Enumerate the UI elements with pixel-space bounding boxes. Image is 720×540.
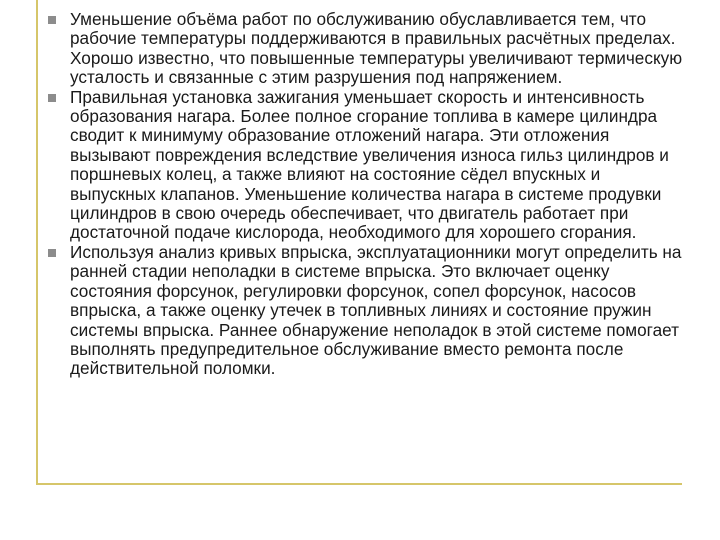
list-item	[44, 10, 684, 88]
bullet-text: Используя анализ кривых впрыска, эксплуатационники могут определить на ранней стадии неполадки в системе впрыска. Это включает оценку состояния форсунок, регулировки форсунок, сопел форсунок, насосов впрыска, а также оценку утечек в топливных линиях и состояние пружин системы впрыска. Раннее обнаружение неполадок в этой системе помогает выполнять предупредительное обслуживание вместо ремонта после действительной поломки.	[70, 241, 682, 379]
frame-left-rule	[36, 0, 38, 484]
frame-bottom-rule	[36, 483, 682, 485]
bullet-text: Уменьшение объёма работ по обслуживанию обуславливается тем, что рабочие температуры поддерживаются в правильных расчётных пределах. Хорошо известно, что повышенные температуры увеличивают термическую усталость и связанные с этим разрушения под напряжением.	[70, 9, 683, 88]
square-bullet-icon	[48, 249, 56, 257]
square-bullet-icon	[48, 16, 56, 24]
bullet-list	[44, 10, 684, 379]
bullet-text: Правильная установка зажигания уменьшает скорость и интенсивность образования нагара. Более полное сгорание топлива в камере цилиндра сводит к минимуму образование отложений нагара. Эти отложения вызывают повреждения вследствие увеличения износа гильз цилиндров и поршневых колец, а также влияют на состояние сёдел впускных и выпускных клапанов. Уменьшение количества нагара в системе продувки цилиндров в свою очередь обеспечивает, что двигатель работает при достаточной подаче кислорода, необходимого для хорошего сгорания.	[70, 86, 669, 243]
list-item	[44, 243, 684, 379]
list-item	[44, 88, 684, 243]
square-bullet-icon	[48, 94, 56, 102]
